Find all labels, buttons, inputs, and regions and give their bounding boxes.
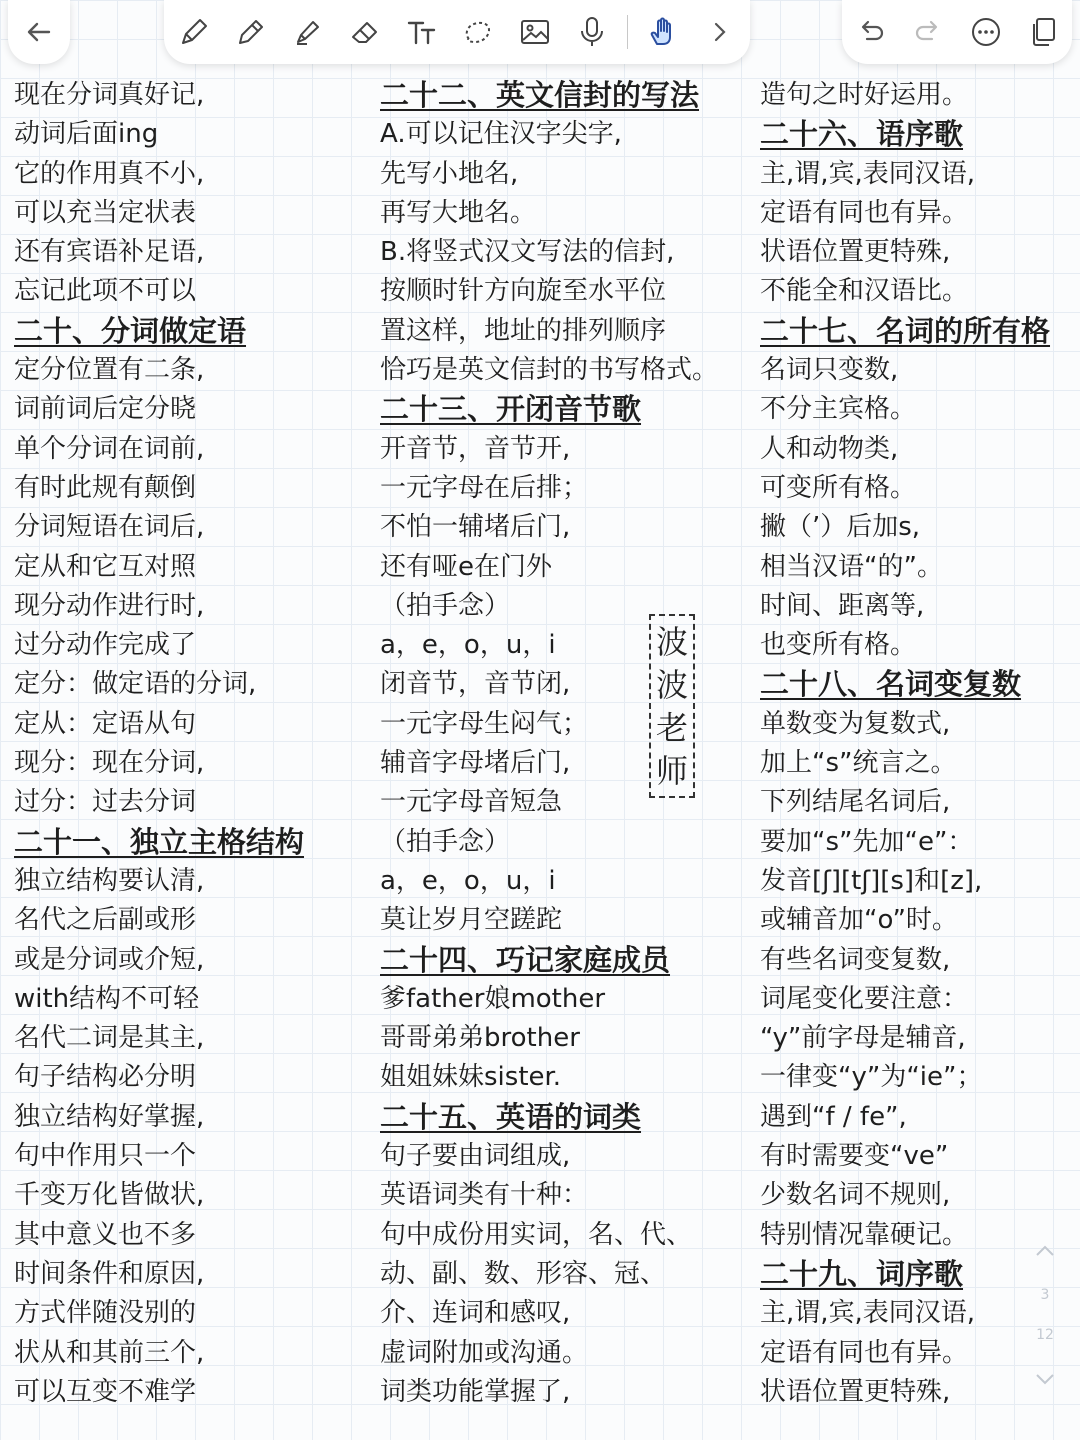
note-line: 要加“s”先加“e”： [760, 826, 974, 857]
note-line: 相当汉语“的”。 [760, 551, 943, 582]
stamp-char: 波 [655, 665, 688, 704]
total-pages: 12 [1036, 1327, 1054, 1344]
note-line: 定语有同也有异。 [760, 197, 969, 228]
note-line: 介、连词和感叹, [380, 1298, 571, 1329]
note-line: 现分：现在分词, [14, 748, 205, 779]
note-line: 定语有同也有异。 [760, 1337, 969, 1368]
microphone-icon[interactable] [570, 10, 614, 54]
note-line: 名代二词是其主, [14, 1023, 205, 1054]
note-line: 辅音字母堵后门, [380, 748, 571, 779]
drawing-toolbar [164, 0, 750, 64]
note-line: 单个分词在词前, [14, 433, 205, 464]
note-line: 不能全和汉语比。 [760, 276, 969, 307]
note-line: 加上“s”统言之。 [760, 748, 957, 779]
note-line: 独立结构要认清, [14, 865, 205, 896]
section-heading: 二十八、名词变复数 [760, 667, 1022, 702]
note-line: “y”前字母是辅音, [760, 1023, 966, 1054]
toolbar-separator [627, 15, 628, 49]
note-line: 有些名词变复数, [760, 944, 951, 975]
document-toolbar [842, 0, 1072, 64]
note-line: 过分动作完成了 [14, 630, 197, 661]
note-line: 一元字母音短急 [380, 787, 563, 818]
note-line: 定分位置有二条, [14, 355, 205, 386]
section-heading: 二十一、独立主格结构 [14, 824, 305, 859]
note-line: 可以互变不难学 [14, 1376, 197, 1407]
chevron-right-icon[interactable] [698, 10, 742, 54]
note-line: 句中作用只一个 [14, 1141, 197, 1172]
note-line: 现在分词真好记, [14, 80, 205, 110]
note-line: 特别情况靠硬记。 [760, 1219, 969, 1250]
page-indicator [1030, 1240, 1060, 1390]
note-line: 定分：做定语的分词, [14, 669, 257, 700]
note-line: 名代之后副或形 [14, 905, 197, 936]
note-line: 句子要由词组成, [380, 1141, 571, 1172]
note-line: （拍手念） [380, 826, 511, 857]
stamp-char: 波 [655, 622, 688, 661]
note-line: 人和动物类, [760, 433, 899, 464]
note-line: 先写小地名, [380, 158, 519, 189]
note-line: 一元字母生闷气； [380, 708, 589, 739]
note-line: 置这样，地址的排列顺序 [380, 315, 667, 346]
image-icon[interactable] [513, 10, 557, 54]
note-line: （拍手念） [380, 590, 511, 621]
note-line: 也变所有格。 [760, 630, 917, 661]
note-line: 不怕一辅堵后门, [380, 512, 571, 543]
note-line: 莫让岁月空蹉跎 [380, 905, 563, 936]
note-line: 千变万化皆做状, [14, 1180, 205, 1211]
back-arrow-icon[interactable] [17, 10, 61, 54]
note-line: 主,谓,宾,表同汉语, [760, 158, 976, 189]
back-toolbar [8, 0, 70, 64]
note-line: 姐姐妹妹sister. [380, 1062, 562, 1093]
note-line: 状从和其前三个, [14, 1337, 205, 1368]
note-line: 状语位置更特殊, [760, 237, 951, 268]
note-line: 句子结构必分明 [14, 1062, 197, 1093]
note-line: 它的作用真不小, [14, 158, 205, 189]
note-line: with结构不可轻 [14, 983, 200, 1014]
note-line: 少数名词不规则, [760, 1180, 951, 1211]
note-line: 定从：定语从句 [14, 708, 197, 739]
note-line: 主,谓,宾,表同汉语, [760, 1298, 976, 1329]
note-line: 单数变为复数式, [760, 708, 951, 739]
note-line: A.可以记住汉字尖字, [380, 119, 622, 150]
more-icon[interactable] [964, 10, 1008, 54]
note-line: 英语词类有十种： [380, 1180, 589, 1211]
section-heading: 二十二、英文信封的写法 [380, 78, 700, 112]
note-line: 状语位置更特殊, [760, 1376, 951, 1407]
note-line: B.将竖式汉文写法的信封, [380, 237, 675, 268]
note-line: 遇到“f / fe”, [760, 1101, 907, 1132]
hand-gesture-icon[interactable] [641, 10, 685, 54]
section-heading: 二十七、名词的所有格 [760, 313, 1051, 348]
note-line: 时间条件和原因, [14, 1258, 205, 1289]
section-heading: 二十三、开闭音节歌 [380, 392, 642, 427]
undo-icon[interactable] [849, 10, 893, 54]
note-line: 方式伴随没别的 [14, 1298, 197, 1329]
highlighter-icon[interactable] [286, 10, 330, 54]
note-line: a，e，o，u，i [380, 865, 556, 896]
note-line: 过分：过去分词 [14, 787, 197, 818]
note-line: 一律变“y”为“ie”； [760, 1062, 983, 1093]
note-line: 爹father娘mother [380, 983, 606, 1014]
author-stamp [649, 614, 695, 798]
section-heading: 二十九、词序歌 [760, 1256, 964, 1291]
pen-icon[interactable] [172, 10, 216, 54]
note-line: 动词后面ing [14, 119, 159, 150]
note-line: 造句之时好运用。 [760, 80, 969, 110]
note-line: 撇（’）后加s, [760, 512, 921, 543]
note-line: 独立结构好掌握, [14, 1101, 205, 1132]
section-heading: 二十四、巧记家庭成员 [380, 942, 671, 977]
note-line: 恰巧是英文信封的书写格式。 [380, 355, 719, 386]
note-line: 或是分词或介短, [14, 944, 205, 975]
section-heading: 二十、分词做定语 [14, 313, 247, 348]
pages-icon[interactable] [1021, 10, 1065, 54]
note-line: 还有宾语补足语, [14, 237, 205, 268]
note-line: a，e，o，u，i [380, 630, 556, 661]
note-line: 词尾变化要注意： [760, 983, 969, 1014]
note-line: 动、副、数、形容、冠、 [380, 1258, 667, 1289]
note-line: 不分主宾格。 [760, 394, 917, 425]
section-heading: 二十五、英语的词类 [380, 1099, 642, 1134]
note-line: 有时此规有颠倒 [14, 472, 197, 503]
note-line: 忘记此项不可以 [14, 276, 197, 307]
note-line: 哥哥弟弟brother [380, 1023, 580, 1054]
note-line: 按顺时针方向旋至水平位 [380, 276, 667, 307]
note-line: 词类功能掌握了, [380, 1376, 571, 1407]
eraser-icon[interactable] [343, 10, 387, 54]
current-page: 3 [1040, 1286, 1050, 1303]
note-line: 句中成份用实词，名、代、 [380, 1219, 693, 1250]
note-line: 现分动作进行时, [14, 590, 205, 621]
note-line: 可变所有格。 [760, 472, 917, 503]
note-line: 定从和它互对照 [14, 551, 197, 582]
note-line: 时间、距离等, [760, 590, 925, 621]
note-line: 词前词后定分晓 [14, 394, 197, 425]
note-line: 名词只变数, [760, 355, 899, 386]
redo-icon[interactable] [906, 10, 950, 54]
page-down-icon[interactable] [1030, 1368, 1060, 1390]
note-line: 闭音节，音节闭, [380, 669, 571, 700]
note-line: 还有哑e在门外 [380, 551, 552, 582]
note-line: 可以充当定状表 [14, 197, 197, 228]
note-column-1 [14, 76, 359, 1412]
note-line: 或辅音加“o”时。 [760, 905, 958, 936]
section-heading: 二十六、语序歌 [760, 117, 964, 152]
lasso-icon[interactable] [456, 10, 500, 54]
note-line: 其中意义也不多 [14, 1219, 197, 1250]
page-up-icon[interactable] [1030, 1240, 1060, 1262]
note-line: 虚词附加或沟通。 [380, 1337, 589, 1368]
note-line: 一元字母在后排； [380, 472, 589, 503]
note-line: 开音节，音节开, [380, 433, 571, 464]
note-line: 分词短语在词后, [14, 512, 205, 543]
note-line: 再写大地名。 [380, 197, 537, 228]
text-tool-icon[interactable] [400, 10, 444, 54]
pencil-icon[interactable] [229, 10, 273, 54]
note-column-3 [760, 76, 1078, 1412]
note-line: 有时需要变“ve” [760, 1141, 949, 1172]
note-line: 发音[ʃ][tʃ][s]和[z], [760, 865, 983, 896]
stamp-char: 老 [655, 708, 688, 747]
note-line: 下列结尾名词后, [760, 787, 951, 818]
stamp-char: 师 [655, 751, 688, 790]
